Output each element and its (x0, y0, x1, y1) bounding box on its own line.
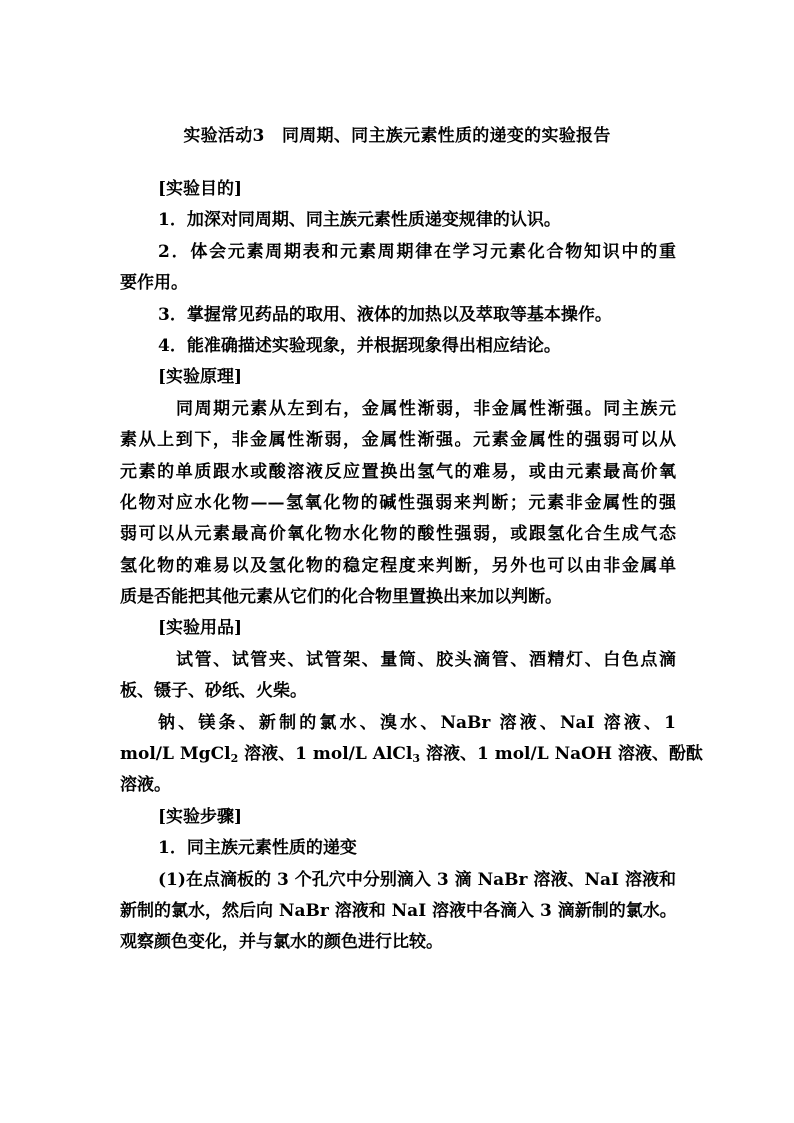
step-1-sub-1-line-3: 观察颜色变化，并与氯水的颜色进行比较。 (120, 932, 443, 953)
principle-line-3: 元素的单质跟水或酸溶液反应置换出氢气的难易，或由元素最高价氧 (120, 461, 676, 482)
section-heading-steps: [实验步骤] (158, 806, 243, 827)
principle-line-6: 氢化物的难易以及氢化物的稳定程度来判断，另外也可以由非金属单 (120, 555, 676, 576)
principle-line-2: 素从上到下，非金属性渐弱，金属性渐强。元素金属性的强弱可以从 (120, 430, 676, 451)
purpose-item-1: 1．加深对同周期、同主族元素性质递变规律的认识。 (158, 210, 561, 231)
document-body (120, 174, 703, 959)
step-1-sub-1-line-2: 新制的氯水，然后向 NaBr 溶液和 NaI 溶液中各滴入 3 滴新制的氯水。 (120, 900, 677, 921)
purpose-item-3: 3．掌握常见药品的取用、液体的加热以及萃取等基本操作。 (158, 304, 612, 325)
mgcl2-subscript: 2 (230, 752, 239, 766)
section-heading-materials: [实验用品] (158, 618, 243, 639)
alcl3-subscript: 3 (412, 752, 421, 766)
purpose-item-4: 4．能准确描述实验现象，并根据现象得出相应结论。 (158, 335, 561, 356)
document-title: 实验活动3 同周期、同主族元素性质的递变的实验报告 (183, 126, 611, 146)
reagents-line-3: 溶液。 (120, 775, 171, 796)
reagents-line-2-part-b: 溶液、1 mol/L AlCl (238, 744, 413, 765)
equipment-line-1: 试管、试管夹、试管架、量筒、胶头滴管、酒精灯、白色点滴 (176, 649, 676, 670)
reagents-line-2-part-c: 溶液、1 mol/L NaOH 溶液、酚酞 (420, 744, 703, 765)
principle-line-4: 化物对应水化物——氢氧化物的碱性强弱来判断；元素非金属性的强 (120, 492, 676, 513)
reagents-line-1: 钠、镁条、新制的氯水、溴水、NaBr 溶液、NaI 溶液、1 (158, 712, 676, 733)
step-1-title: 1．同主族元素性质的递变 (158, 838, 357, 859)
equipment-line-2: 板、镊子、砂纸、火柴。 (120, 681, 307, 702)
reagents-line-2 (120, 739, 703, 770)
purpose-item-2-line-2: 要作用。 (120, 273, 188, 294)
principle-line-7: 质是否能把其他元素从它们的化合物里置换出来加以判断。 (120, 587, 562, 608)
principle-line-1: 同周期元素从左到右，金属性渐弱，非金属性渐强。同主族元 (176, 398, 676, 419)
purpose-item-2-line-1: 2．体会元素周期表和元素周期律在学习元素化合物知识中的重 (158, 241, 676, 262)
reagents-line-2-part-a: mol/L MgCl (120, 744, 231, 765)
section-heading-principle: [实验原理] (158, 367, 243, 388)
section-heading-purpose: [实验目的] (158, 179, 243, 199)
principle-line-5: 弱可以从元素最高价氧化物水化物的酸性强弱，或跟氢化合生成气态 (120, 524, 676, 545)
step-1-sub-1-line-1: (1)在点滴板的 3 个孔穴中分别滴入 3 滴 NaBr 溶液、NaI 溶液和 (158, 869, 676, 890)
